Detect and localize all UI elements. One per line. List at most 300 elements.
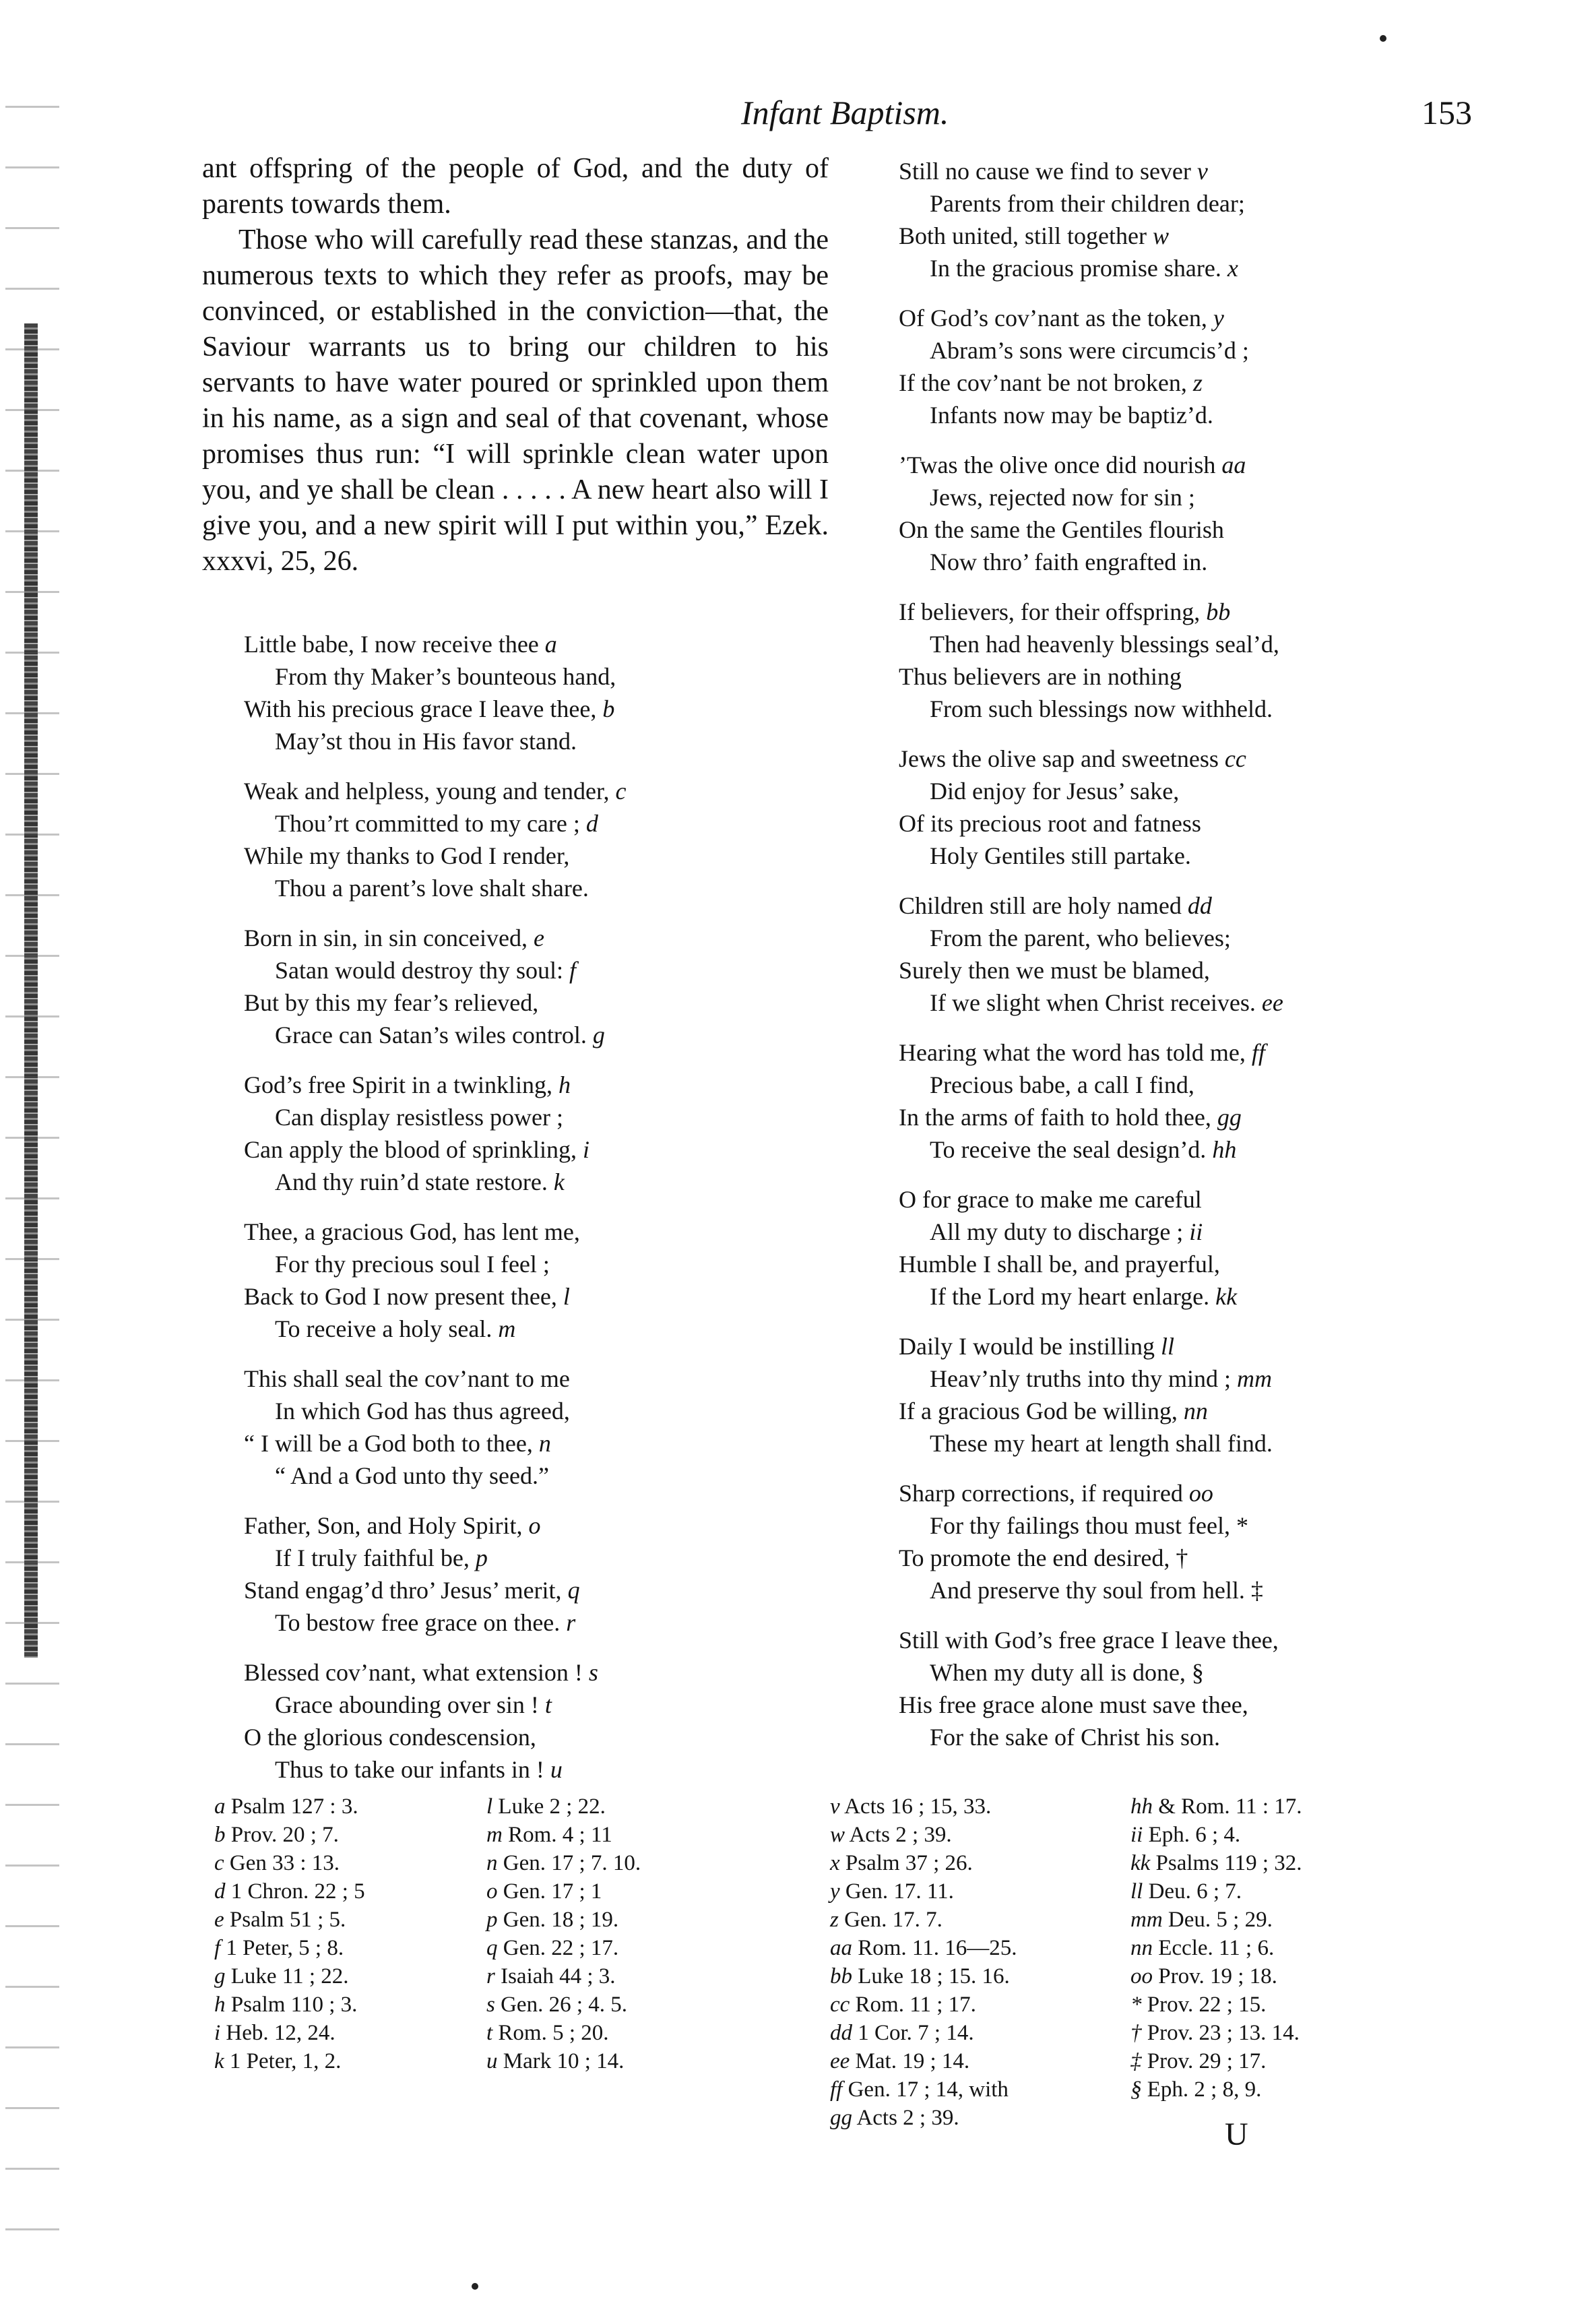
reference-entry [830,1877,1017,1906]
poem-line-text: On the same the Gentiles flourish [899,516,1224,543]
reference-key: s [486,1993,495,2017]
stanza [899,1036,1283,1166]
reference-text: Eph. 2 ; 8, 9. [1147,2077,1262,2102]
poem-line [899,1477,1283,1509]
poem-line-text: This shall seal the cov’nant to me [244,1365,570,1392]
poem-line [899,449,1283,481]
poem-line [899,1574,1283,1606]
reference-entry [1130,2075,1302,2104]
poem-line-text: Heav’nly truths into thy mind ; [930,1365,1231,1392]
poem-line-text: Hearing what the word has told me, [899,1039,1246,1066]
poem-line-text: Of its precious root and fatness [899,810,1201,837]
stanza [244,1216,626,1345]
reference-key: aa [830,1936,852,1960]
footnote-marker: v [1196,158,1208,185]
reference-key: bb [830,1964,852,1988]
poem-line [244,1019,626,1051]
poem-line-text: Humble I shall be, and prayerful, [899,1251,1220,1278]
reference-text: Gen. 17. 7. [844,1908,943,1932]
reference-text: & Rom. 11 : 17. [1158,1794,1302,1819]
poem-line-text: If a gracious God be willing, [899,1398,1178,1424]
reference-text: Psalm 37 ; 26. [845,1851,973,1875]
reference-key: u [486,2049,498,2073]
stanza [899,1330,1283,1460]
reference-key: ‡ [1130,2049,1142,2073]
stanza [244,1069,626,1198]
poem-line [899,187,1283,220]
poem-line-text: With his precious grace I leave thee, [244,695,597,722]
poem-line-text: Can apply the blood of sprinkling, [244,1136,577,1163]
poem-line [899,1624,1283,1656]
poem-line [244,725,626,757]
reference-entry [1130,1821,1302,1849]
poem-line-text: These my heart at length shall find. [930,1430,1273,1457]
poem-line [899,1362,1283,1395]
poem-line-text: Can display resistless power ; [275,1104,563,1131]
poem-line [899,1395,1283,1427]
reference-text: Prov. 23 ; 13. 14. [1147,2021,1300,2045]
reference-text: 1 Peter, 5 ; 8. [226,1936,344,1960]
footnote-marker: h [558,1071,571,1098]
poem-line [244,1248,626,1280]
poem-line [899,399,1283,431]
poem-line [899,986,1283,1019]
poem-line [899,1721,1283,1753]
poem-line [899,252,1283,284]
poem-line [899,1689,1283,1721]
reference-key: t [486,2021,493,2045]
stanza [899,596,1283,725]
scan-margin-specks [5,81,59,2237]
running-title: Infant Baptism. [741,94,949,131]
poem-line-text: ’Twas the olive once did nourish [899,451,1216,478]
poem-line [899,1330,1283,1362]
poem-line-text: O the glorious condescension, [244,1724,536,1751]
footnote-marker: bb [1206,598,1231,625]
footnote-marker: a [544,631,557,658]
poem-line-text: Abram’s sons were circumcis’d ; [930,337,1249,364]
reference-key: dd [830,2021,852,2045]
footnote-marker: g [592,1022,605,1048]
reference-key: kk [1130,1851,1151,1875]
reference-text: Psalm 110 ; 3. [230,1993,358,2017]
stanza [244,922,626,1051]
reference-entry [214,1849,365,1877]
signature-mark: U [1225,2117,1248,2152]
reference-text: Rom. 11 ; 17. [855,1993,976,2017]
poem-line [244,986,626,1019]
reference-text: Psalms 119 ; 32. [1155,1851,1302,1875]
reference-entry [1130,1906,1302,1934]
reference-entry [486,1991,641,2019]
reference-entry [830,1906,1017,1934]
footnote-marker: b [602,695,615,722]
poem-line-text: To bestow free grace on thee. [275,1609,561,1636]
reference-key: f [214,1936,221,1960]
poem-line-text: If the Lord my heart enlarge. [930,1283,1210,1310]
poem-line [244,807,626,840]
ink-speck [1380,35,1386,42]
reference-entry [1130,1934,1302,1962]
poem-line-text: Thee, a gracious God, has lent me, [244,1218,580,1245]
poem-line-text: His free grace alone must save thee, [899,1691,1248,1718]
reference-key: o [486,1879,498,1904]
reference-text: Prov. 20 ; 7. [230,1823,339,1847]
reference-entry [1130,1962,1302,1991]
poem-line [899,1509,1283,1542]
stanza [899,1624,1283,1753]
reference-entry [486,1906,641,1934]
reference-text: Psalm 51 ; 5. [229,1908,346,1932]
poem-line-text: To receive the seal design’d. [930,1136,1207,1163]
poem-line [244,1509,626,1542]
poem-line-text: Jews the olive sap and sweetness [899,745,1219,772]
poem-line [899,513,1283,546]
poem-line [244,1280,626,1313]
reference-key: x [830,1851,840,1875]
poem-line-text: From the parent, who believes; [930,925,1231,951]
footnote-marker: ii [1189,1218,1203,1245]
poem-line-text: Infants now may be baptiz’d. [930,402,1213,429]
footnote-marker: o [528,1512,541,1539]
reference-entry [214,2019,365,2047]
reference-key: v [830,1794,840,1819]
reference-entry [1130,1792,1302,1821]
footnote-marker: k [553,1168,565,1195]
reference-key: p [486,1908,498,1932]
poem-line-text: In the gracious promise share. [930,255,1221,282]
poem-line-text: Thus believers are in nothing [899,663,1182,690]
footnote-marker: u [550,1756,563,1783]
poem-line-text: If I truly faithful be, [275,1544,470,1571]
poem-line [899,628,1283,660]
poem-line [244,1721,626,1753]
poem-line [244,1542,626,1574]
reference-entry [486,1934,641,1962]
footnote-marker: hh [1212,1136,1237,1163]
poem-line [899,302,1283,334]
reference-text: Acts 2 ; 39. [856,2106,959,2130]
references-column [486,1792,641,2075]
poem-line [899,334,1283,367]
footnote-marker: nn [1183,1398,1208,1424]
poem-line [244,922,626,954]
footnote-marker: l [563,1283,570,1310]
poem-line [244,954,626,986]
reference-key: k [214,2049,224,2073]
poem-line-text: Daily I would be instilling [899,1333,1155,1360]
poem-line [899,807,1283,840]
stanza [244,1509,626,1639]
right-poem-column [899,155,1283,1771]
reference-key: ll [1130,1879,1143,1904]
reference-key: r [486,1964,495,1988]
footnote-marker: s [588,1659,598,1686]
poem-line-text: And thy ruin’d state restore. [275,1168,548,1195]
poem-line [899,596,1283,628]
poem-line [244,1101,626,1133]
reference-text: Gen. 22 ; 17. [503,1936,619,1960]
poem-line [244,1216,626,1248]
footnote-marker: p [475,1544,488,1571]
poem-line-text: And preserve thy soul from hell. ‡ [930,1577,1263,1604]
poem-line-text: Back to God I now present thee, [244,1283,557,1310]
reference-text: Gen. 17 ; 14, with [848,2077,1009,2102]
poem-line-text: Stand engag’d thro’ Jesus’ merit, [244,1577,562,1604]
reference-text: Gen. 26 ; 4. 5. [501,1993,627,2017]
reference-text: 1 Peter, 1, 2. [229,2049,342,2073]
footnote-marker: c [615,778,627,805]
poem-line [899,743,1283,775]
poem-line [899,1427,1283,1460]
poem-line-text: Father, Son, and Holy Spirit, [244,1512,523,1539]
reference-key: y [830,1879,840,1904]
poem-line [899,1133,1283,1166]
poem-line-text: Satan would destroy thy soul: [275,957,563,984]
poem-line-text: Grace abounding over sin ! [275,1691,539,1718]
poem-line-text: Then had heavenly blessings seal’d, [930,631,1279,658]
poem-line [244,1313,626,1345]
footnote-marker: r [566,1609,576,1636]
poem-line-text: If the cov’nant be not broken, [899,369,1187,396]
reference-entry [214,1821,365,1849]
reference-text: Prov. 29 ; 17. [1147,2049,1267,2073]
poem-line [899,1101,1283,1133]
poem-line [244,693,626,725]
reference-text: Deu. 6 ; 7. [1148,1879,1242,1904]
footnote-marker: q [567,1577,580,1604]
poem-line-text: Thus to take our infants in ! [275,1756,544,1783]
poem-line [899,1280,1283,1313]
poem-line-text: Surely then we must be blamed, [899,957,1210,984]
poem-line [899,840,1283,872]
reference-key: hh [1130,1794,1153,1819]
prose-section [202,151,829,580]
footnote-marker: aa [1221,451,1246,478]
poem-line-text: Born in sin, in sin conceived, [244,925,528,951]
reference-key: b [214,1823,226,1847]
reference-entry [1130,1877,1302,1906]
reference-entry [214,2047,365,2075]
poem-line [244,872,626,904]
poem-line [244,1395,626,1427]
poem-line-text: If we slight when Christ receives. [930,989,1256,1016]
reference-key: cc [830,1993,850,2017]
reference-key: q [486,1936,498,1960]
reference-entry [830,1792,1017,1821]
poem-line [244,1606,626,1639]
reference-entry [486,1962,641,1991]
poem-line-text: Still with God’s free grace I leave thee, [899,1627,1279,1654]
poem-line [899,775,1283,807]
poem-line [244,840,626,872]
reference-entry [830,1962,1017,1991]
poem-line-text: From such blessings now withheld. [930,695,1273,722]
poem-line-text: Now thro’ faith engrafted in. [930,549,1208,575]
stanza [899,889,1283,1019]
reference-key: a [214,1794,226,1819]
poem-line-text: When my duty all is done, § [930,1659,1204,1686]
reference-entry [486,1821,641,1849]
reference-text: 1 Chron. 22 ; 5 [230,1879,365,1904]
footnote-marker: i [582,1136,589,1163]
footnote-marker: f [569,957,576,984]
poem-line-text: Blessed cov’nant, what extension ! [244,1659,583,1686]
reference-entry [486,1792,641,1821]
reference-entry [830,2075,1017,2104]
poem-line [899,481,1283,513]
reference-text: 1 Cor. 7 ; 14. [858,2021,974,2045]
reference-key: i [214,2021,221,2045]
reference-text: Luke 2 ; 22. [498,1794,606,1819]
reference-entry [214,1877,365,1906]
reference-entry [830,1991,1017,2019]
footnote-marker: e [533,925,544,951]
footnote-marker: n [538,1430,551,1457]
reference-key: w [830,1823,845,1847]
poem-line-text: Weak and helpless, young and tender, [244,778,610,805]
poem-line-text: In which God has thus agreed, [275,1398,570,1424]
reference-entry [486,2047,641,2075]
poem-line [899,220,1283,252]
footnote-marker: y [1213,305,1224,332]
poem-line-text: From thy Maker’s bounteous hand, [275,663,616,690]
poem-line [244,1460,626,1492]
stanza [899,1183,1283,1313]
reference-text: Eccle. 11 ; 6. [1158,1936,1275,1960]
reference-key: * [1130,1993,1142,2017]
poem-line-text: Did enjoy for Jesus’ sake, [930,778,1180,805]
poem-line-text: Children still are holy named [899,892,1182,919]
poem-line-text: Thou’rt committed to my care ; [275,810,580,837]
stanza [244,1656,626,1786]
reference-text: Rom. 4 ; 11 [508,1823,612,1847]
poem-line [244,1656,626,1689]
reference-key: nn [1130,1936,1153,1960]
reference-entry [486,1849,641,1877]
poem-line [244,1427,626,1460]
poem-line-text: “ I will be a God both to thee, [244,1430,533,1457]
poem-line [244,775,626,807]
footnote-marker: gg [1217,1104,1242,1131]
reference-text: Prov. 22 ; 15. [1147,1993,1267,2017]
poem-line [899,1216,1283,1248]
reference-text: Psalm 127 : 3. [230,1794,358,1819]
reference-key: ff [830,2077,843,2102]
reference-entry [214,1792,365,1821]
poem-line [244,1753,626,1786]
reference-text: Acts 2 ; 39. [849,1823,952,1847]
reference-entry [214,1906,365,1934]
poem-line [244,1166,626,1198]
footnote-marker: dd [1187,892,1212,919]
poem-line-text: God’s free Spirit in a twinkling, [244,1071,552,1098]
poem-line-text: If believers, for their offspring, [899,598,1201,625]
ink-speck [472,2283,478,2290]
poem-line-text: Parents from their children dear; [930,190,1245,217]
reference-text: Deu. 5 ; 29. [1168,1908,1273,1932]
poem-line-text: O for grace to make me careful [899,1186,1202,1213]
poem-line [244,660,626,693]
reference-text: Rom. 5 ; 20. [498,2021,609,2045]
reference-key: m [486,1823,503,1847]
left-poem-column [244,628,626,1803]
reference-text: Eph. 6 ; 4. [1148,1823,1241,1847]
footnote-marker: m [498,1315,516,1342]
poem-line-text: To receive a holy seal. [275,1315,492,1342]
poem-line [899,922,1283,954]
references-column [1130,1792,1302,2104]
reference-entry [830,2047,1017,2075]
poem-line-text: In the arms of faith to hold thee, [899,1104,1211,1131]
footnote-marker: d [585,810,598,837]
reference-text: Heb. 12, 24. [226,2021,336,2045]
footnote-marker: x [1227,255,1238,282]
stanza [244,775,626,904]
reference-key: ee [830,2049,850,2073]
stanza [899,743,1283,872]
poem-line [244,1574,626,1606]
poem-line-text: Holy Gentiles still partake. [930,842,1191,869]
reference-entry [830,2104,1017,2132]
reference-entry [486,2019,641,2047]
footnote-marker: ll [1160,1333,1174,1360]
poem-line-text: While my thanks to God I render, [244,842,570,869]
reference-entry [1130,1991,1302,2019]
footnote-marker: oo [1188,1480,1213,1507]
reference-entry [1130,1849,1302,1877]
poem-line [899,546,1283,578]
footnote-marker: ff [1251,1039,1265,1066]
reference-entry [214,1991,365,2019]
poem-line [899,1069,1283,1101]
reference-text: Luke 11 ; 22. [230,1964,349,1988]
reference-text: Mat. 19 ; 14. [855,2049,970,2073]
poem-line [244,1362,626,1395]
prose-paragraph: Those who will carefully read these stanzas, and the numerous texts to which they refer as proofs, may be convinced, or established in the conviction—that, the Saviour warrants us to bring our children to his servants to have water poured or sprinkled upon them in his name, as a sign and seal of that covenant, whose promises thus run: “I will sprinkle clean water upon you, and ye shall be clean . . . . . A new heart also will I give you, and a new spirit will I put within you,” Ezek. xxxvi, 25, 26. [202,224,829,577]
poem-line-text: Still no cause we find to sever [899,158,1191,185]
poem-line-text: “ And a God unto thy seed.” [275,1462,549,1489]
reference-key: oo [1130,1964,1153,1988]
reference-entry [1130,2047,1302,2075]
footnote-marker: w [1152,222,1169,249]
reference-entry [214,1962,365,1991]
references-column [214,1792,365,2075]
reference-key: c [214,1851,224,1875]
poem-line [899,367,1283,399]
reference-key: d [214,1879,226,1904]
reference-entry [830,1849,1017,1877]
reference-key: ii [1130,1823,1143,1847]
reference-key: mm [1130,1908,1163,1932]
poem-line-text: Of God’s cov’nant as the token, [899,305,1207,332]
reference-entry [1130,2019,1302,2047]
reference-text: Gen 33 : 13. [229,1851,340,1875]
poem-line-text: To promote the end desired, † [899,1544,1188,1571]
poem-line-text: Thou a parent’s love shalt share. [275,875,589,902]
stanza [899,449,1283,578]
poem-line [899,1183,1283,1216]
reference-entry [830,1821,1017,1849]
poem-line-text: For thy failings thou must feel, * [930,1512,1248,1539]
reference-text: Gen. 17 ; 7. 10. [503,1851,641,1875]
poem-line-text: Both united, still together [899,222,1147,249]
page-number: 153 [1422,94,1472,131]
poem-line-text: Jews, rejected now for sin ; [930,484,1195,511]
stanza [899,1477,1283,1606]
poem-line [899,954,1283,986]
references-column [830,1792,1017,2132]
